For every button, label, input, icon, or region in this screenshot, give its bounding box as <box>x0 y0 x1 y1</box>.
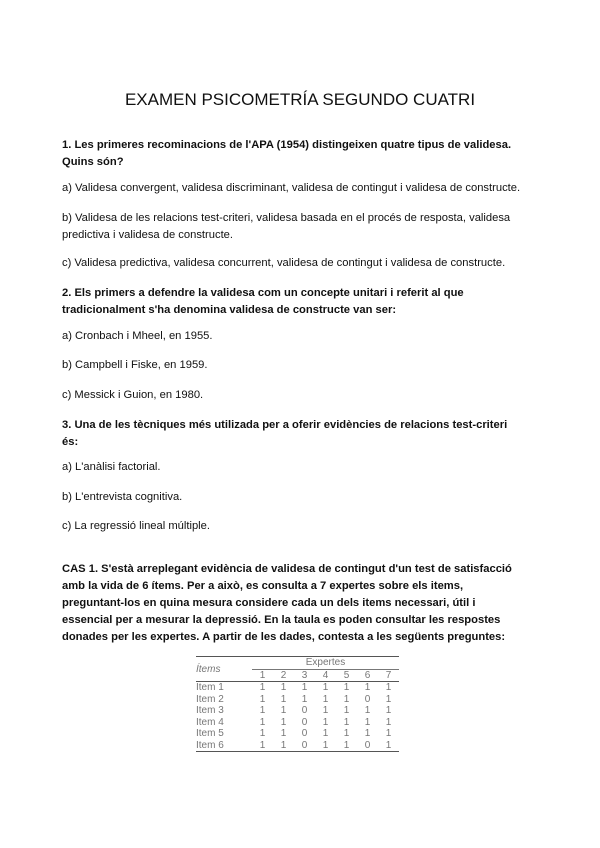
rating-cell: 1 <box>385 693 392 705</box>
rating-cell: 0 <box>301 705 308 717</box>
rating-cell: 1 <box>364 716 371 728</box>
table-row <box>196 705 399 717</box>
q1-option-b <box>62 210 510 244</box>
text-line: c) La regressió lineal múltiple. <box>62 520 210 532</box>
rating-cell: 1 <box>385 739 392 751</box>
q3-option-c <box>62 518 210 535</box>
rating-cell: 1 <box>259 693 266 705</box>
table-row <box>196 728 399 740</box>
q3-option-b <box>62 489 182 506</box>
rating-cell: 1 <box>280 682 287 694</box>
item-label: Item 5 <box>196 728 224 740</box>
text-line: c) Messick i Guion, en 1980. <box>62 389 204 401</box>
rating-cell: 1 <box>343 728 350 740</box>
text-line: c) Validesa predictiva, validesa concurrent, validesa de contingut i validesa de constructe. <box>62 257 506 269</box>
item-label: Item 2 <box>196 693 224 705</box>
rating-cell: 1 <box>280 739 287 751</box>
text-line: b) Campbell i Fiske, en 1959. <box>62 359 208 371</box>
item-label: Item 6 <box>196 739 224 751</box>
text-line: preguntant-los en quina mesura considere cada un dels items necessari, útil i <box>62 597 476 609</box>
table-row <box>196 740 399 752</box>
rating-cell: 1 <box>280 705 287 717</box>
rating-cell: 1 <box>280 728 287 740</box>
expert-column-header: 7 <box>385 669 392 681</box>
expert-column-header: 5 <box>343 669 350 681</box>
text-line: essencial per a mesurar la depressió. En la taula es poden consultar les respostes <box>62 614 501 626</box>
text-line: a) L'anàlisi factorial. <box>62 461 161 473</box>
text-line: b) Validesa de les relacions test-criteri, validesa basada en el procés de resposta, validesa <box>62 212 511 224</box>
q2-option-b <box>62 357 208 374</box>
rating-cell: 1 <box>385 682 392 694</box>
item-label: Item 1 <box>196 682 224 694</box>
table-row <box>196 717 399 729</box>
rating-cell: 1 <box>280 716 287 728</box>
rating-cell: 0 <box>364 739 371 751</box>
rating-cell: 1 <box>322 716 329 728</box>
rating-cell: 0 <box>301 716 308 728</box>
text-line: 3. Una de les tècniques més utilizada per a oferir evidències de relacions test-criteri <box>62 419 508 431</box>
rating-cell: 1 <box>385 716 392 728</box>
rating-cell: 1 <box>259 682 266 694</box>
rating-cell: 1 <box>343 693 350 705</box>
expert-column-header: 3 <box>301 669 308 681</box>
item-label: Item 4 <box>196 716 224 728</box>
rating-cell: 1 <box>322 682 329 694</box>
expert-column-header: 4 <box>322 669 329 681</box>
text-line: CAS 1. S'està arreplegant evidència de validesa de contingut d'un test de satisfacció <box>62 563 512 575</box>
rating-cell: 1 <box>364 728 371 740</box>
rating-cell: 1 <box>343 739 350 751</box>
text-line: tradicionalment s'ha denomina validesa de constructe van ser: <box>62 304 397 316</box>
expert-column-header: 1 <box>259 669 266 681</box>
q1-option-c <box>62 255 505 272</box>
text-line: donades per les expertes. A partir de les dades, contesta a les següents preguntes: <box>62 631 506 643</box>
rating-cell: 1 <box>385 705 392 717</box>
text-line: 1. Les primeres recominacions de l'APA (1954) distingeixen quatre tipus de validesa. <box>62 139 512 151</box>
rating-cell: 1 <box>364 705 371 717</box>
rating-cell: 1 <box>259 728 266 740</box>
text-line: a) Cronbach i Mheel, en 1955. <box>62 330 213 342</box>
q2-option-c <box>62 387 203 404</box>
table-row <box>196 682 399 694</box>
items-header: Ítems <box>196 663 221 675</box>
rating-cell: 1 <box>322 728 329 740</box>
q2-option-a <box>62 328 213 345</box>
rating-cell: 1 <box>343 682 350 694</box>
rating-cell: 1 <box>259 739 266 751</box>
rating-cell: 1 <box>364 682 371 694</box>
q1-option-a <box>62 180 520 197</box>
question-2 <box>62 285 464 319</box>
question-1 <box>62 137 511 171</box>
text-line: amb la vida de 6 ítems. Per a això, es consulta a 7 expertes sobre els items, <box>62 580 464 592</box>
q3-option-a <box>62 459 161 476</box>
table-row <box>196 694 399 706</box>
expert-column-header: 6 <box>364 669 371 681</box>
rating-cell: 1 <box>301 682 308 694</box>
rating-cell: 1 <box>280 693 287 705</box>
experts-header: Expertes <box>252 657 399 670</box>
text-line: Quins són? <box>62 156 124 168</box>
expert-column-header: 2 <box>280 669 287 681</box>
case-1-statement <box>62 561 512 646</box>
rating-cell: 0 <box>301 739 308 751</box>
rating-cell: 1 <box>322 705 329 717</box>
rating-cell: 1 <box>343 716 350 728</box>
text-line: predictiva i validesa de constructe. <box>62 229 234 241</box>
rating-cell: 0 <box>301 728 308 740</box>
rating-cell: 1 <box>259 705 266 717</box>
text-line: a) Validesa convergent, validesa discriminant, validesa de contingut i validesa de constructe. <box>62 182 521 194</box>
rating-cell: 1 <box>343 705 350 717</box>
text-line: és: <box>62 436 79 448</box>
text-line: 2. Els primers a defendre la validesa com un concepte unitari i referit al que <box>62 287 464 299</box>
rating-cell: 1 <box>322 739 329 751</box>
rating-cell: 0 <box>364 693 371 705</box>
rating-cell: 1 <box>322 693 329 705</box>
expert-ratings-table <box>196 656 399 752</box>
rating-cell: 1 <box>259 716 266 728</box>
rating-cell: 1 <box>385 728 392 740</box>
text-line: b) L'entrevista cognitiva. <box>62 491 183 503</box>
item-label: Item 3 <box>196 705 224 717</box>
page-title: EXAMEN PSICOMETRÍA SEGUNDO CUATRI <box>124 90 476 109</box>
rating-cell: 1 <box>301 693 308 705</box>
question-3 <box>62 417 507 451</box>
